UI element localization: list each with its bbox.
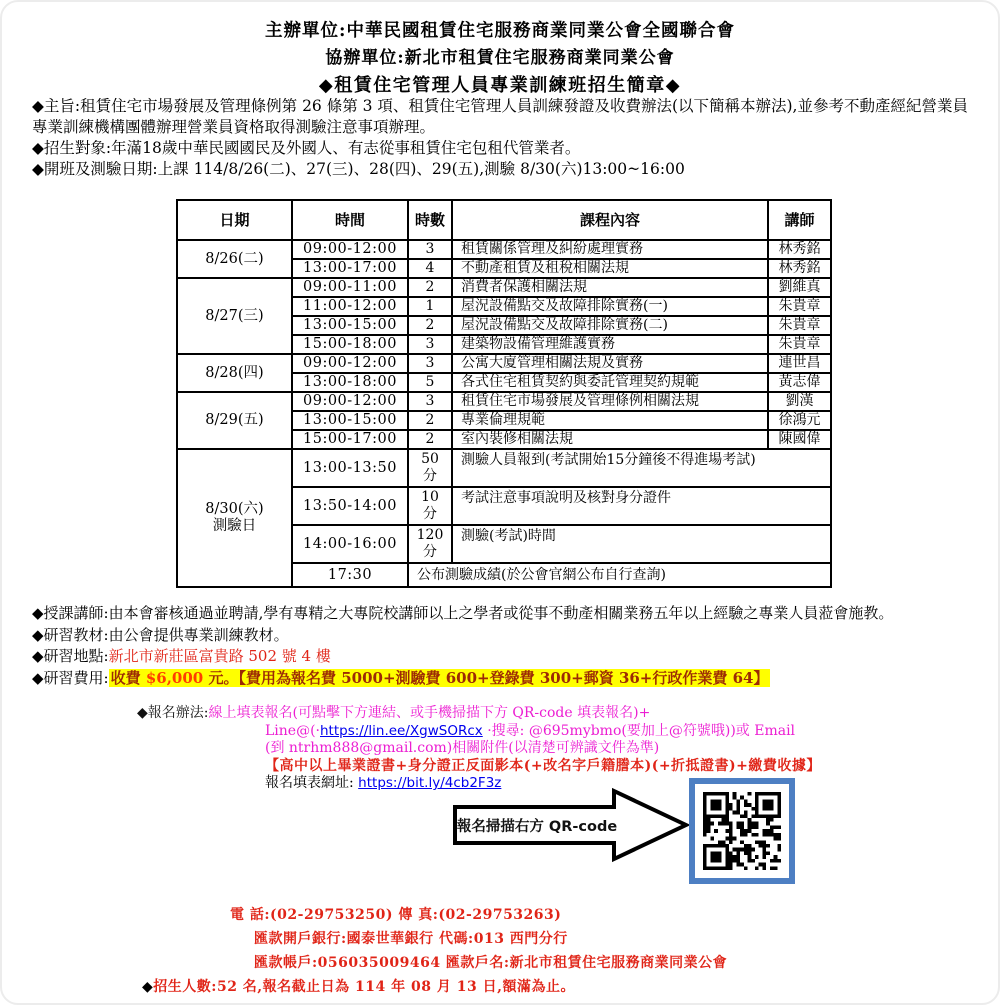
- table-row: [177, 278, 831, 297]
- quota-bullet: ◆: [142, 979, 154, 995]
- fee-detail: 元。【費用為報名費 5000+測驗費 600+登錄費 300+郵資 36+行政作業費 64】: [203, 668, 769, 687]
- hours-cell: 3: [408, 335, 452, 354]
- hours-cell: 3: [408, 354, 452, 373]
- registration-method-line: [137, 705, 967, 723]
- time-cell: 13:00-17:00: [292, 259, 408, 278]
- time-cell: 09:00-11:00: [292, 278, 408, 297]
- content-cell: 室內裝修相關法規: [452, 430, 768, 449]
- location-label: ◆研習地點:: [32, 647, 109, 665]
- quota-text: 招生人數:52 名,報名截止日為 114 年 08 月 13 日,額滿為止。: [153, 979, 575, 995]
- hours-cell: 4: [408, 259, 452, 278]
- fee-highlight: [109, 669, 771, 687]
- line-contact-line: [265, 723, 967, 741]
- bank-line: 匯款開戶銀行:國泰世華銀行 代碼:013 西門分行: [254, 931, 568, 947]
- date-cell: 8/30(六) 測驗日: [177, 449, 292, 587]
- time-cell: 13:00-15:00: [292, 316, 408, 335]
- schedule-paragraph: ◆開班及測驗日期:上課 114/8/26(二)、27(三)、28(四)、29(五),測驗 8/30(六)13:00~16:00: [32, 160, 685, 178]
- content-cell: 屋況設備點交及故障排除實務(二): [452, 316, 768, 335]
- time-cell: 15:00-17:00: [292, 430, 408, 449]
- co-organizer-line: 協辦單位:新北市租賃住宅服務商業同業公會: [325, 48, 675, 68]
- hours-cell: 2: [408, 278, 452, 297]
- email-attachment-line: (到 ntrhm888@gmail.com)相關附件(以清楚可辨識文件為準): [265, 740, 660, 756]
- column-header-col-content: 課程內容: [452, 200, 768, 240]
- time-cell: 13:00-13:50: [292, 449, 408, 487]
- hours-cell: 1: [408, 297, 452, 316]
- qr-code: [689, 778, 795, 884]
- teacher-cell: 朱貴章: [768, 297, 831, 316]
- course-schedule-table: [176, 199, 832, 588]
- column-header-col-teacher: 講師: [768, 200, 831, 240]
- registration-method-text: 線上填表報名(可點擊下方連結、或手機掃描下方 QR-code 填表報名)+: [208, 705, 651, 721]
- date-cell: 8/28(四): [177, 354, 292, 392]
- organizer-line: 主辦單位:中華民國租賃住宅服務商業同業公會全國聯合會: [265, 21, 735, 41]
- table-row: [177, 449, 831, 487]
- notes-section: [32, 603, 976, 689]
- intro-section: [32, 96, 972, 180]
- hours-cell: 50 分: [408, 449, 452, 487]
- time-cell: 09:00-12:00: [292, 392, 408, 411]
- line-link[interactable]: https://lin.ee/XgwSORcx: [320, 722, 483, 739]
- teacher-cell: 徐鴻元: [768, 411, 831, 430]
- hours-cell: 2: [408, 411, 452, 430]
- column-header-col-date: 日期: [177, 200, 292, 240]
- registration-form-link[interactable]: https://bit.ly/4cb2F3z: [358, 775, 502, 791]
- column-header-col-hours: 時數: [408, 200, 452, 240]
- qr-pattern-icon: [703, 792, 781, 870]
- teacher-cell: 劉漢: [768, 392, 831, 411]
- table-row: [177, 240, 831, 259]
- time-cell: 14:00-16:00: [292, 525, 408, 563]
- date-cell: 8/26(二): [177, 240, 292, 278]
- content-cell: 消費者保護相關法規: [452, 278, 768, 297]
- table-row: [177, 354, 831, 373]
- teacher-cell: 朱貴章: [768, 335, 831, 354]
- content-cell: 考試注意事項說明及核對身分證件: [452, 487, 831, 525]
- hours-cell: 3: [408, 240, 452, 259]
- registration-label: ◆報名辦法:: [137, 705, 209, 721]
- table-row: [177, 392, 831, 411]
- time-cell: 13:00-15:00: [292, 411, 408, 430]
- date-cell: 8/27(三): [177, 278, 292, 354]
- time-cell: 11:00-12:00: [292, 297, 408, 316]
- fee-amount: $6,000: [145, 668, 204, 687]
- form-url-label: 報名填表網址:: [265, 775, 354, 791]
- location-line: [32, 646, 976, 668]
- page-title: ◆租賃住宅管理人員專業訓練班招生簡章◆: [318, 75, 682, 96]
- teacher-cell: 朱貴章: [768, 316, 831, 335]
- teacher-cell: 陳國偉: [768, 430, 831, 449]
- fee-line: [32, 668, 976, 690]
- teacher-cell: 劉維真: [768, 278, 831, 297]
- required-documents-line: 【高中以上畢業證書+身分證正反面影本(+改名字戶籍謄本)(+折抵證書)+繳費收據】: [265, 757, 821, 774]
- time-cell: 15:00-18:00: [292, 335, 408, 354]
- table-header-row: [177, 200, 831, 240]
- registration-section: [137, 705, 967, 793]
- time-cell: 09:00-12:00: [292, 354, 408, 373]
- teacher-cell: 林秀銘: [768, 240, 831, 259]
- purpose-paragraph: ◆主旨:租賃住宅市場發展及管理條例第 26 條第 3 項、租賃住宅管理人員訓練發證及收費辦法(以下簡稱本辦法),並參考不動產經紀營業員專業訓練機構團體辦理營業員資格取得測驗注意事項辦理。: [32, 97, 968, 136]
- fee-prefix: 收費: [110, 668, 146, 687]
- materials-paragraph: ◆研習教材:由公會提供專業訓練教材。: [32, 625, 289, 644]
- instructors-paragraph: ◆授課講師:由本會審核通過並聘請,學有專精之大專院校講師以上之學者或從事不動產相關業務五年以上經驗之專業人員蒞會施教。: [32, 604, 894, 622]
- quota-line: [142, 977, 902, 1001]
- time-cell: 13:00-18:00: [292, 373, 408, 392]
- arrow-callout: [452, 787, 692, 863]
- content-cell: 專業倫理規範: [452, 411, 768, 430]
- date-cell: 8/29(五): [177, 392, 292, 449]
- column-header-col-time: 時間: [292, 200, 408, 240]
- time-cell: 17:30: [292, 563, 408, 587]
- time-cell: 13:50-14:00: [292, 487, 408, 525]
- hours-cell: 10 分: [408, 487, 452, 525]
- phone-fax-line: 電 話:(02-29753250) 傳 真:(02-29753263): [230, 907, 562, 923]
- hours-cell: 120 分: [408, 525, 452, 563]
- hours-cell: 5: [408, 373, 452, 392]
- document-header: [2, 18, 998, 99]
- fee-label: ◆研習費用:: [32, 668, 109, 687]
- arrow-label: 報名掃描右方 QR-code: [456, 818, 618, 835]
- line-at-suffix: ·搜尋: @695mybmo(要加上@符號哦))或 Email: [482, 722, 796, 739]
- content-cell: 屋況設備點交及故障排除實務(一): [452, 297, 768, 316]
- content-cell: 公寓大廈管理相關法規及實務: [452, 354, 768, 373]
- line-at-prefix: Line@(·: [265, 722, 320, 739]
- hours-cell: 2: [408, 316, 452, 335]
- time-cell: 09:00-12:00: [292, 240, 408, 259]
- content-cell: 測驗人員報到(考試開始15分鐘後不得進場考試): [452, 449, 831, 487]
- teacher-cell: 黃志偉: [768, 373, 831, 392]
- content-cell: 租賃關係管理及糾紛處理實務: [452, 240, 768, 259]
- content-cell: 公布測驗成績(於公會官網公布自行查詢): [408, 563, 831, 587]
- teacher-cell: 連世昌: [768, 354, 831, 373]
- teacher-cell: 林秀銘: [768, 259, 831, 278]
- account-line: 匯款帳戶:056035009464 匯款戶名:新北市租賃住宅服務商業同業公會: [254, 955, 728, 971]
- contact-section: [142, 905, 902, 1001]
- course-table-body: [177, 240, 831, 587]
- location-value: 新北市新莊區富貴路 502 號 4 樓: [108, 647, 331, 665]
- content-cell: 建築物設備管理維護實務: [452, 335, 768, 354]
- audience-paragraph: ◆招生對象:年滿18歲中華民國國民及外國人、有志從事租賃住宅包租代管業者。: [32, 139, 581, 157]
- content-cell: 不動產租賃及租稅相關法規: [452, 259, 768, 278]
- content-cell: 租賃住宅市場發展及管理條例相關法規: [452, 392, 768, 411]
- content-cell: 測驗(考試)時間: [452, 525, 831, 563]
- hours-cell: 3: [408, 392, 452, 411]
- hours-cell: 2: [408, 430, 452, 449]
- content-cell: 各式住宅租賃契約與委託管理契約規範: [452, 373, 768, 392]
